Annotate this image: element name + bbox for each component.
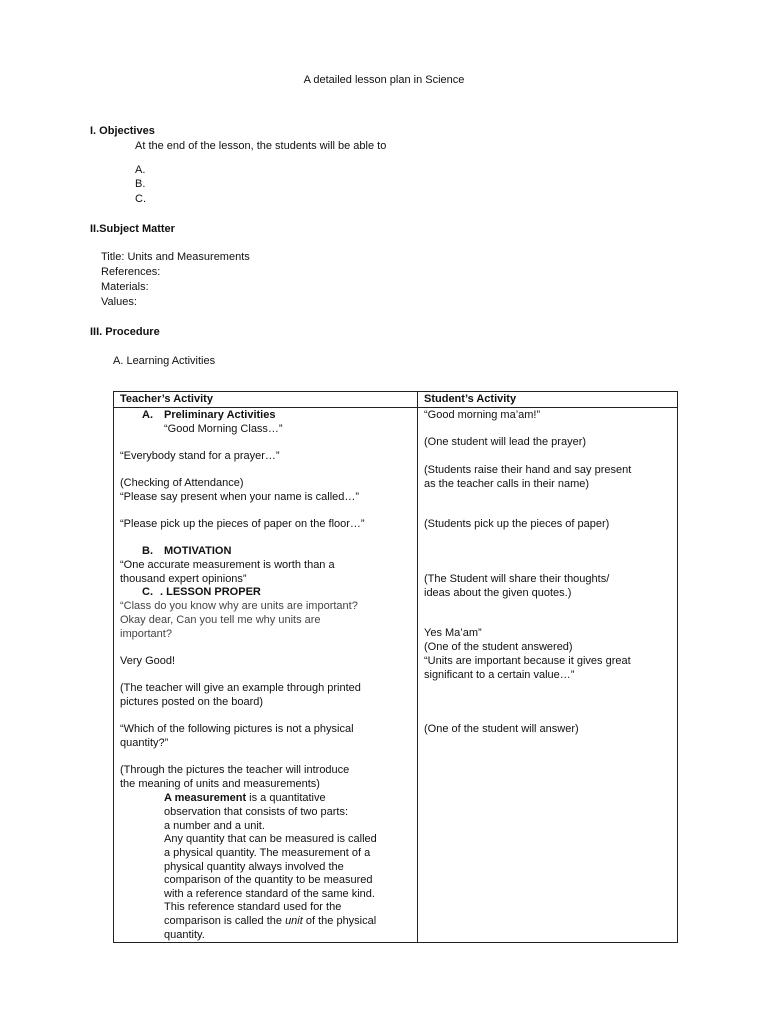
student-will-answer: (One of the student will answer) (424, 723, 579, 735)
measurement-line-11: quantity. (164, 929, 205, 941)
teacher-activity-header: Teacher’s Activity (120, 393, 213, 405)
subject-materials: Materials: (101, 281, 149, 293)
measurement-line-1 (164, 791, 326, 805)
teacher-pick-up: “Please pick up the pieces of paper on the floor…” (120, 518, 365, 530)
student-activity-header: Student’s Activity (424, 393, 517, 405)
teacher-good-morning: “Good Morning Class…” (164, 423, 283, 435)
teacher-stand-prayer: “Everybody stand for a prayer…” (120, 450, 280, 462)
measurement-of-physical: of the physical (302, 915, 377, 927)
teacher-through-1: (Through the pictures the teacher will introduce (120, 764, 350, 776)
objectives-intro: At the end of the lesson, the students will be able to (135, 140, 387, 152)
measurement-line-3: a number and a unit. (164, 820, 265, 832)
measurement-line-9: This reference standard used for the (164, 901, 342, 913)
teacher-which-1: “Which of the following pictures is not a physical (120, 723, 354, 735)
section-c-label: . LESSON PROPER (160, 586, 261, 598)
measurement-line-2: observation that consists of two parts: (164, 806, 349, 818)
teacher-very-good: Very Good! (120, 655, 176, 667)
student-pick-up: (Students pick up the pieces of paper) (424, 518, 610, 530)
subject-references: References: (101, 266, 161, 278)
teacher-example-2: pictures posted on the board) (120, 696, 264, 708)
student-raise-1: (Students raise their hand and say present (424, 464, 632, 476)
column-divider (417, 392, 418, 942)
measurement-comparison: comparison is called the (164, 915, 286, 927)
quote-line-1: “One accurate measurement is worth than a (120, 559, 335, 571)
class-question-1: “Class do you know why are units are important? (120, 600, 358, 612)
student-raise-2: as the teacher calls in their name) (424, 478, 590, 490)
student-yes: Yes Ma’am” (424, 627, 482, 639)
measurement-line-4: Any quantity that can be measured is called (164, 833, 377, 845)
student-share-1: (The Student will share their thoughts/ (424, 573, 610, 585)
section-c-letter: C. (142, 586, 153, 598)
class-question-3: important? (120, 628, 172, 640)
teacher-which-2: quantity?” (120, 737, 169, 749)
student-lead-prayer: (One student will lead the prayer) (424, 436, 587, 448)
teacher-example-1: (The teacher will give an example through printed (120, 682, 361, 694)
measurement-term: A measurement (164, 792, 247, 804)
subject-matter-heading: II.Subject Matter (90, 223, 175, 235)
unit-term: unit (285, 915, 303, 927)
teacher-attendance: (Checking of Attendance) (120, 477, 244, 489)
student-share-2: ideas about the given quotes.) (424, 587, 572, 599)
quote-line-2: thousand expert opinions” (120, 573, 247, 585)
student-units-2: significant to a certain value…” (424, 669, 575, 681)
procedure-heading: III. Procedure (90, 326, 160, 338)
student-good-morning: “Good morning ma’am!” (424, 409, 541, 421)
subject-title: Title: Units and Measurements (101, 251, 250, 263)
student-answered: (One of the student answered) (424, 641, 573, 653)
class-question-2: Okay dear, Can you tell me why units are (120, 614, 321, 626)
procedure-subheading: A. Learning Activities (113, 355, 216, 367)
teacher-through-2: the meaning of units and measurements) (120, 778, 320, 790)
objectives-heading: I. Objectives (90, 125, 155, 137)
section-a-label: Preliminary Activities (164, 409, 276, 421)
document-title: A detailed lesson plan in Science (303, 74, 465, 86)
measurement-line-5: a physical quantity. The measurement of a (164, 847, 371, 859)
teacher-say-present: “Please say present when your name is called…” (120, 491, 360, 503)
measurement-line-8: with a reference standard of the same kind. (164, 888, 375, 900)
measurement-line-7: comparison of the quantity to be measured (164, 874, 373, 886)
student-units-1: “Units are important because it gives great (424, 655, 631, 667)
objective-item-a: A. (135, 164, 146, 176)
section-a-letter: A. (142, 409, 153, 421)
subject-values: Values: (101, 296, 137, 308)
objective-item-c: C. (135, 193, 146, 205)
objective-item-b: B. (135, 178, 146, 190)
measurement-rest: is a quantitative (246, 792, 326, 804)
learning-activities-table (113, 391, 678, 943)
section-b-label: MOTIVATION (164, 545, 232, 557)
measurement-line-10 (164, 914, 376, 928)
measurement-line-6: physical quantity always involved the (164, 861, 344, 873)
section-b-letter: B. (142, 545, 153, 557)
